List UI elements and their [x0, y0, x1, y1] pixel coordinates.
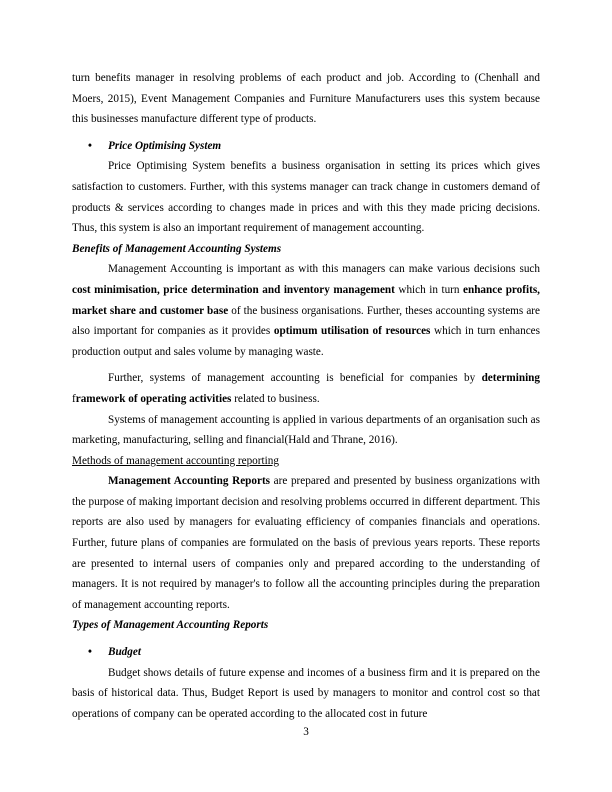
text: are prepared and presented by business organizations with the purpose of making important decision and resolving problems occurred in different department. This reports are also used by managers for evaluating efficiency of companies financials and operations. Further, future plans of companies are formulated on the basis of previous years reports. These reports are presented to internal users of companies only and prepared according to the understanding of managers. It is not required by manager's to follow all the accounting principles during the preparation of management accounting reports. [72, 475, 540, 611]
document-body [72, 68, 540, 724]
text: which in turn [394, 283, 464, 296]
paragraph-budget: Budget shows details of future expense and incomes of a business firm and it is prepared on the basis of historical data. Thus, Budget Report is used by managers to monitor and control cost so that operations of company can be operated according to the allocated cost in future [72, 666, 540, 720]
bullet-dot-icon: • [88, 139, 92, 152]
text: Further, systems of management accounting is beneficial for companies by [108, 372, 482, 385]
bold-text: determining [481, 372, 540, 385]
paragraph-reports [72, 471, 540, 615]
section-heading-types: Types of Management Accounting Reports [72, 619, 269, 632]
bold-text: ramework of operating activities [75, 392, 232, 405]
bold-text: cost minimisation, price determination and inventory management [72, 283, 395, 296]
text: f [72, 392, 76, 405]
paragraph-departments: Systems of management accounting is applied in various departments of an organisation such as marketing, manufacturing, selling and financial(Hald and Thrane, 2016). [72, 413, 540, 447]
bullet-price-optimising [72, 136, 540, 157]
bullet-label: Price Optimising System [108, 139, 222, 152]
bold-text: optimum utilisation of resources [273, 325, 431, 338]
text: which in turn enhances production output and sales volume by managing waste. [72, 325, 540, 358]
bullet-budget [72, 642, 540, 663]
page-number: 3 [303, 726, 309, 738]
section-heading-methods: Methods of management accounting reporting [72, 454, 279, 467]
text: related to business. [231, 392, 320, 405]
paragraph-benefits [72, 259, 540, 362]
paragraph-framework [72, 368, 540, 409]
bullet-label: Budget [108, 646, 141, 659]
section-heading-benefits: Benefits of Management Accounting Systems [72, 242, 282, 255]
text: of the business organisations. Further, theses accounting systems are also important for companies as it provides [72, 304, 540, 338]
paragraph-price-optimising: Price Optimising System benefits a business organisation in setting its prices which gives satisfaction to customers. Further, with this systems manager can track change in customers demand of products & services according to changes made in prices and with this they made pricing decisions. Thus, this system is also an important requirement of management accounting. [72, 160, 540, 235]
bold-text: enhance profits, market share and customer base [72, 283, 540, 317]
text: Management Accounting is important as with this managers can make various decisions such [108, 263, 540, 276]
bullet-dot-icon: • [88, 646, 92, 659]
paragraph-intro: turn benefits manager in resolving problems of each product and job. According to (Chenhall and Moers, 2015), Event Management Companies and Furniture Manufacturers uses this system because this businesses manufacture different type of products. [72, 72, 540, 126]
bold-text: Management Accounting Reports [108, 475, 271, 488]
